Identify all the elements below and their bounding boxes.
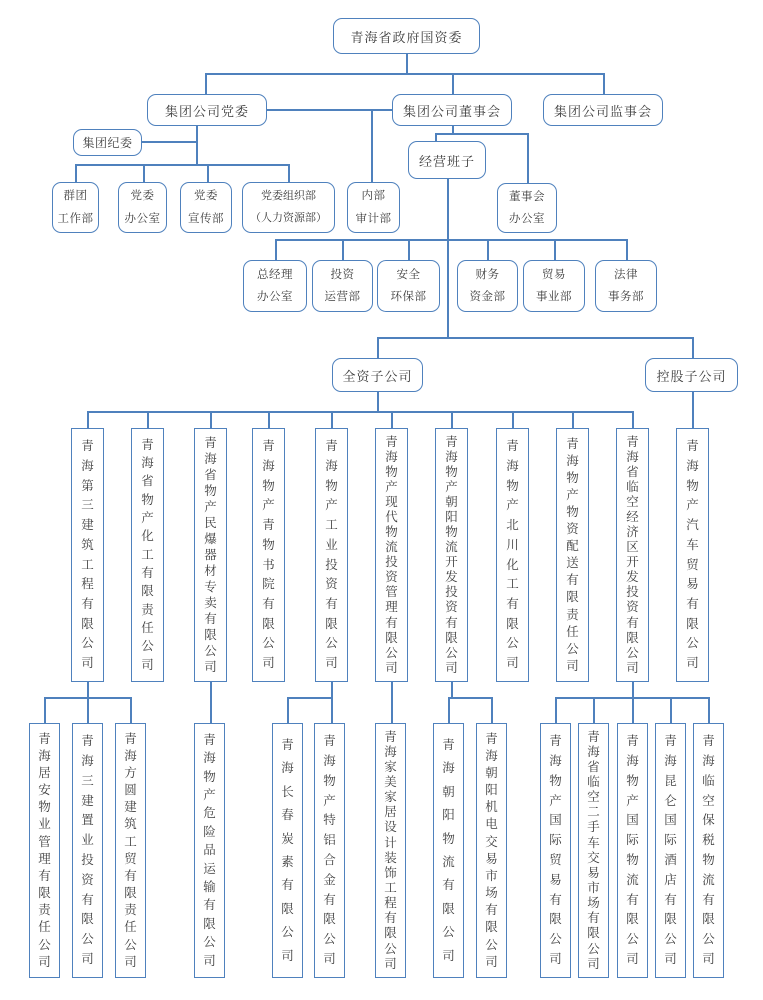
dept-label: 运营部 <box>324 291 361 303</box>
connector-segment <box>147 411 149 429</box>
connector-segment <box>87 697 89 724</box>
company-l1-11 <box>676 428 709 682</box>
connector-segment <box>377 337 694 339</box>
company-l1-3 <box>194 428 227 682</box>
node-discipline-label: 集团纪委 <box>82 136 133 150</box>
connector-segment <box>632 682 634 698</box>
node-board-of-directors <box>392 94 512 126</box>
connector-segment <box>391 682 393 724</box>
connector-segment <box>205 73 605 75</box>
company-l2-4 <box>194 723 225 978</box>
dept-label: 事务部 <box>608 291 644 303</box>
dept-label: 财务 <box>475 268 500 281</box>
company-l1-7 <box>435 428 468 682</box>
company-l2-12 <box>617 723 648 978</box>
connector-segment <box>287 697 333 699</box>
connector-segment <box>377 337 379 359</box>
connector-segment <box>451 682 453 698</box>
connector-segment <box>87 682 89 698</box>
company-l2-7 <box>375 723 406 978</box>
dept-label: 工作部 <box>57 212 94 225</box>
company-label: 青 海 临 空 保 税 物 流 有 限 公 司 <box>702 734 715 967</box>
company-label: 青 海 三 建 置 业 投 资 有 限 公 司 <box>81 734 94 967</box>
connector-segment <box>196 126 198 166</box>
connector-segment <box>555 697 557 724</box>
company-l1-2 <box>131 428 164 682</box>
company-label: 青 海 物 产 国 际 物 流 有 限 公 司 <box>626 734 639 967</box>
dept-label: 党委 <box>194 190 218 203</box>
company-l2-14 <box>693 723 724 978</box>
dept-label: 投资 <box>330 268 355 281</box>
connector-segment <box>632 411 634 429</box>
company-l2-13 <box>655 723 686 978</box>
node-board-of-supervisors <box>543 94 663 126</box>
connector-segment <box>406 53 408 74</box>
connector-segment <box>593 697 595 724</box>
connector-segment <box>626 239 628 261</box>
node-party-committee <box>147 94 267 126</box>
connector-segment <box>207 164 209 183</box>
dept-label: 党委组织部 <box>261 190 316 203</box>
dept-label: 审计部 <box>355 212 392 225</box>
connector-segment <box>452 73 454 95</box>
connector-segment <box>491 697 493 724</box>
company-l1-9 <box>556 428 589 682</box>
connector-segment <box>572 411 574 429</box>
connector-segment <box>447 179 449 339</box>
company-label: 青 海 省 临 空 经 济 区 开 发 投 资 有 限 公 司 <box>626 434 639 675</box>
connector-segment <box>75 164 77 183</box>
company-label: 青 海 朝 阳 机 电 交 易 市 场 有 限 公 司 <box>485 731 498 969</box>
dept-party-organization-hr <box>242 182 335 233</box>
connector-segment <box>603 73 605 95</box>
company-label: 青 海 物 产 工 业 投 资 有 限 公 司 <box>325 439 338 671</box>
connector-segment <box>44 697 46 724</box>
connector-segment <box>435 133 529 135</box>
company-l2-10 <box>540 723 571 978</box>
company-label: 青 海 物 产 特 铝 合 金 有 限 公 司 <box>323 734 336 967</box>
node-management-label: 经营班子 <box>418 153 475 169</box>
company-l1-6 <box>375 428 408 682</box>
dept-label: 事业部 <box>536 291 572 303</box>
connector-segment <box>287 697 289 724</box>
company-l1-1 <box>71 428 104 682</box>
connector-segment <box>512 411 514 429</box>
connector-segment <box>487 239 489 261</box>
dept-label: 办公室 <box>257 291 293 303</box>
company-l2-1 <box>29 723 60 978</box>
dept-label: 群团 <box>63 190 88 203</box>
connector-segment <box>143 164 145 183</box>
node-party-committee-label: 集团公司党委 <box>164 103 249 119</box>
connector-segment <box>275 239 277 261</box>
company-label: 青 海 物 产 危 险 品 运 输 有 限 公 司 <box>203 732 216 968</box>
connector-segment <box>554 239 556 261</box>
connector-segment <box>692 337 694 359</box>
dept-label: 总经理 <box>257 268 293 281</box>
company-label: 青 海 物 产 北 川 化 工 有 限 公 司 <box>506 439 519 671</box>
company-l2-6 <box>314 723 345 978</box>
dept-trade-business <box>523 260 585 312</box>
company-l1-10 <box>616 428 649 682</box>
company-label: 青 海 居 安 物 业 管 理 有 限 责 任 公 司 <box>38 731 51 969</box>
connector-segment <box>268 411 270 429</box>
connector-segment <box>142 141 197 143</box>
company-label: 青 海 第 三 建 筑 工 程 有 限 公 司 <box>81 439 94 671</box>
dept-investment-operation <box>312 260 373 312</box>
company-l2-5 <box>272 723 303 978</box>
connector-segment <box>408 239 410 261</box>
connector-segment <box>75 164 290 166</box>
company-label: 青 海 昆 仑 国 际 酒 店 有 限 公 司 <box>664 734 677 967</box>
company-label: 青 海 长 春 炭 素 有 限 公 司 <box>281 737 294 963</box>
node-discipline-committee <box>73 129 142 156</box>
dept-label: 宣传部 <box>188 212 224 225</box>
node-management-team <box>408 141 486 179</box>
connector-segment <box>391 411 393 429</box>
dept-internal-audit <box>347 182 400 233</box>
connector-segment <box>692 392 694 429</box>
connector-segment <box>448 697 450 724</box>
connector-segment <box>87 411 634 413</box>
company-label: 青 海 朝 阳 物 流 有 限 公 司 <box>442 737 455 963</box>
connector-segment <box>342 239 344 261</box>
connector-segment <box>210 411 212 429</box>
company-label: 青 海 物 产 国 际 贸 易 有 限 公 司 <box>549 734 562 967</box>
company-label: 青 海 省 物 产 化 工 有 限 责 任 公 司 <box>141 437 154 672</box>
company-label: 青 海 省 物 产 民 爆 器 材 专 卖 有 限 公 司 <box>204 435 217 674</box>
node-wholly-owned-group <box>332 358 423 392</box>
dept-label: 内部 <box>361 190 386 203</box>
company-label: 青 海 物 产 现 代 物 流 投 资 管 理 有 限 公 司 <box>385 434 398 675</box>
node-holding-group <box>645 358 738 392</box>
wholly-owned-label: 全资子公司 <box>342 368 413 384</box>
connector-segment <box>377 392 379 412</box>
company-l2-9 <box>476 723 507 978</box>
dept-party-publicity <box>180 182 232 233</box>
company-l2-11 <box>578 723 609 978</box>
node-supervisors-label: 集团公司监事会 <box>553 103 652 119</box>
connector-segment <box>331 411 333 429</box>
dept-label: 贸易 <box>542 268 566 281</box>
connector-segment <box>130 697 132 724</box>
node-board-label: 集团公司董事会 <box>402 103 501 119</box>
dept-label: 办公室 <box>124 212 161 225</box>
company-label: 青 海 物 产 朝 阳 物 流 开 发 投 资 有 限 公 司 <box>445 434 458 675</box>
node-root-label: 青海省政府国资委 <box>350 29 463 45</box>
dept-label: 党委 <box>130 190 155 203</box>
connector-segment <box>448 697 493 699</box>
company-label: 青 海 物 产 青 物 书 院 有 限 公 司 <box>262 439 275 671</box>
connector-segment <box>275 239 628 241</box>
connector-segment <box>288 164 290 183</box>
company-l2-3 <box>115 723 146 978</box>
company-l2-2 <box>72 723 103 978</box>
dept-label: 法律 <box>614 268 638 281</box>
dept-legal-affairs <box>595 260 657 312</box>
dept-label: 办公室 <box>509 213 545 225</box>
connector-segment <box>210 682 212 724</box>
connector-segment <box>371 109 373 183</box>
connector-segment <box>331 697 333 724</box>
connector-segment <box>527 133 529 184</box>
connector-segment <box>205 73 207 95</box>
connector-segment <box>87 411 89 429</box>
dept-safety-environment <box>377 260 440 312</box>
company-l1-4 <box>252 428 285 682</box>
connector-segment <box>267 109 393 111</box>
dept-label: （人力资源部） <box>250 211 327 224</box>
company-l1-5 <box>315 428 348 682</box>
company-l1-8 <box>496 428 529 682</box>
dept-mass-work <box>52 182 99 233</box>
dept-board-office <box>497 183 557 233</box>
dept-label: 资金部 <box>469 291 506 303</box>
connector-segment <box>451 411 453 429</box>
dept-party-office <box>118 182 167 233</box>
company-l2-8 <box>433 723 464 978</box>
company-label: 青 海 物 产 汽 车 贸 易 有 限 公 司 <box>686 439 699 671</box>
dept-general-manager-office <box>243 260 307 312</box>
dept-finance-capital <box>457 260 518 312</box>
connector-segment <box>708 697 710 724</box>
connector-segment <box>331 682 333 698</box>
dept-label: 环保部 <box>390 291 427 303</box>
connector-segment <box>632 697 634 724</box>
holding-label: 控股子公司 <box>656 368 727 384</box>
company-label: 青 海 家 美 家 居 设 计 装 饰 工 程 有 限 公 司 <box>384 729 397 971</box>
company-label: 青 海 方 圆 建 筑 工 贸 有 限 责 任 公 司 <box>124 731 137 969</box>
node-root <box>333 18 480 54</box>
dept-label: 安全 <box>396 268 421 281</box>
connector-segment <box>670 697 672 724</box>
company-label: 青 海 省 临 空 二 手 车 交 易 市 场 有 限 公 司 <box>587 729 600 971</box>
company-label: 青 海 物 产 物 资 配 送 有 限 责 任 公 司 <box>566 436 579 673</box>
dept-label: 董事会 <box>509 190 545 203</box>
